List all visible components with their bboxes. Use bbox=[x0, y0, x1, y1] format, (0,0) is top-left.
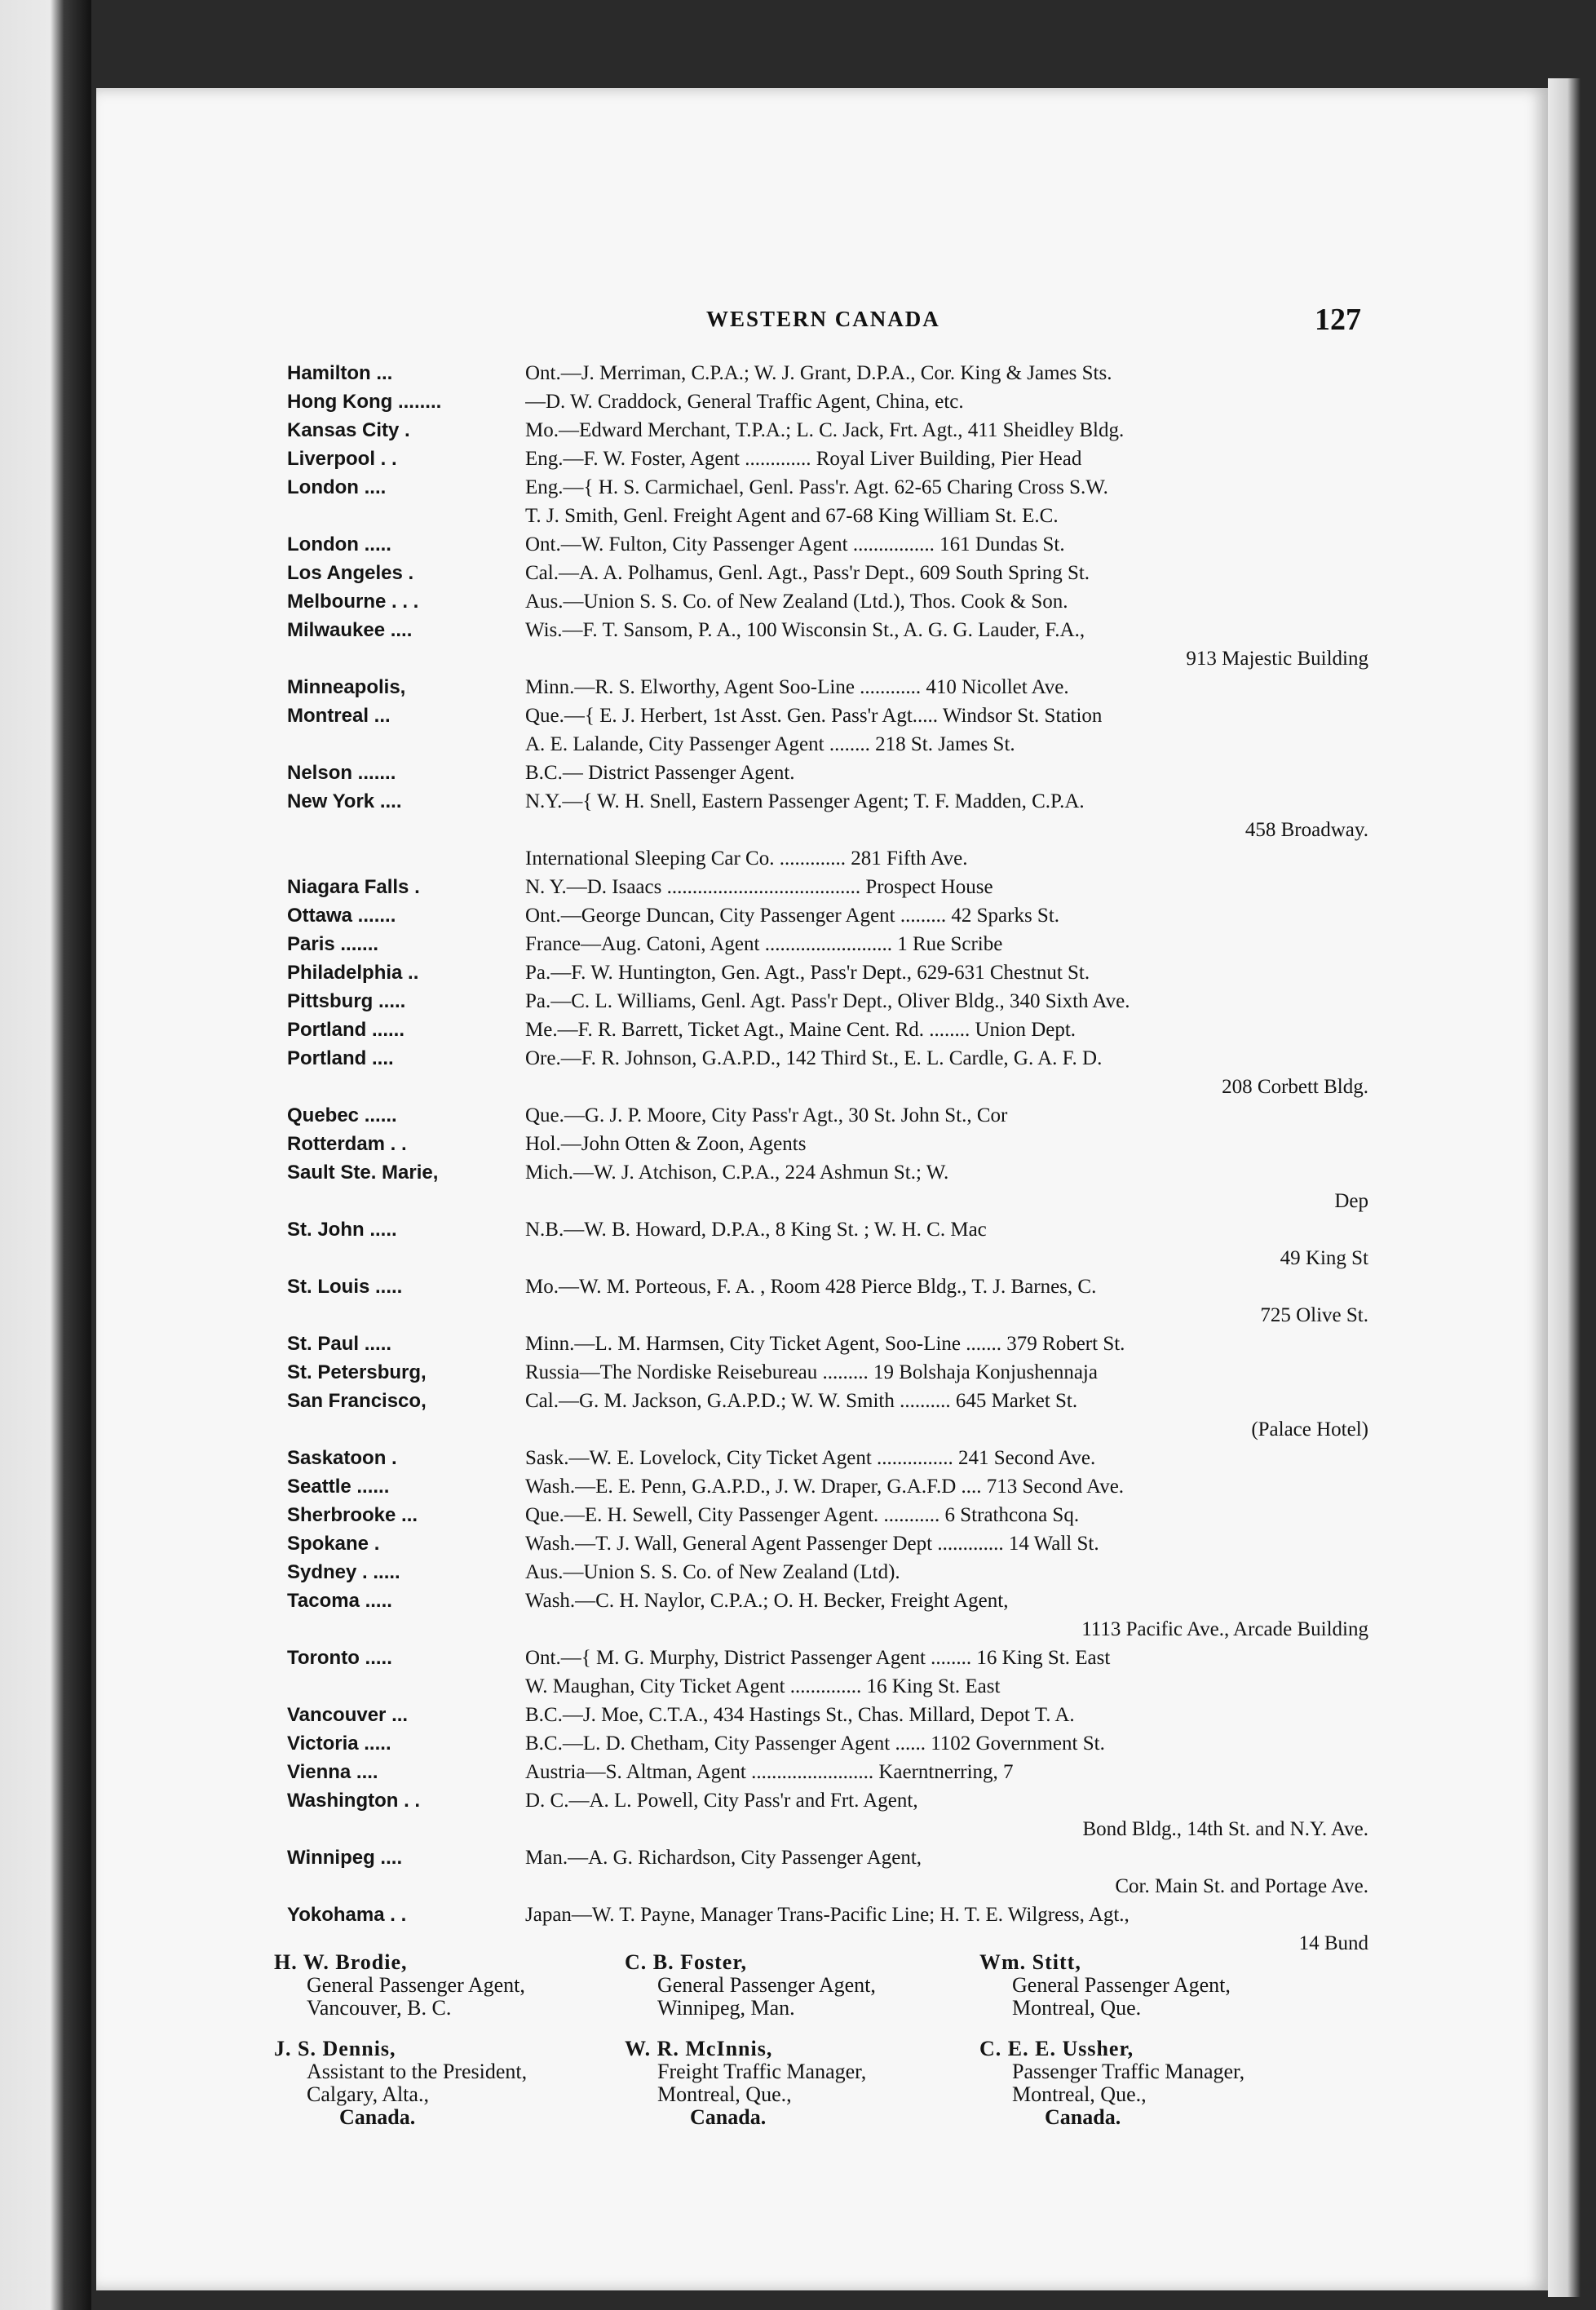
agent-details bbox=[525, 530, 1372, 559]
listing-entry bbox=[287, 1758, 1372, 1786]
address-continuation: 49 King St bbox=[1280, 1247, 1368, 1269]
agent-details bbox=[525, 1758, 1372, 1786]
agent-line: Cal.—G. M. Jackson, G.A.P.D.; W. W. Smith .......... 645 Market St. bbox=[525, 1390, 1078, 1412]
agent-line: Minn.—R. S. Elworthy, Agent Soo-Line ............ 410 Nicollet Ave. bbox=[525, 676, 1069, 698]
official-place: Vancouver, B. C. bbox=[307, 1996, 452, 2020]
city-name: Ottawa ....... bbox=[287, 905, 396, 927]
agent-line: Japan—W. T. Payne, Manager Trans-Pacific Line; H. T. E. Wilgress, Agt., bbox=[525, 1904, 1130, 1926]
city-name: Sault Ste. Marie, bbox=[287, 1162, 439, 1184]
city-name: Rotterdam . . bbox=[287, 1133, 407, 1155]
city-name: Vienna .... bbox=[287, 1761, 378, 1783]
city-name: Victoria ..... bbox=[287, 1732, 391, 1755]
city-name: Hamilton ... bbox=[287, 362, 393, 384]
agent-line: Pa.—C. L. Williams, Genl. Agt. Pass'r Dept., Oliver Bldg., 340 Sixth Ave. bbox=[525, 990, 1130, 1012]
agent-line: Ont.—George Duncan, City Passenger Agent ......... 42 Sparks St. bbox=[525, 905, 1060, 927]
listing-entry bbox=[287, 445, 1372, 473]
official-contact bbox=[979, 2038, 1359, 2129]
official-name: C. E. E. Ussher, bbox=[979, 2037, 1134, 2060]
page-right-edge bbox=[1548, 78, 1581, 2297]
city-name: Quebec ...... bbox=[287, 1104, 397, 1126]
listing-entry bbox=[287, 1901, 1372, 1958]
agent-line: W. Maughan, City Ticket Agent .............. 16 King St. East bbox=[525, 1675, 1001, 1697]
officials-block bbox=[274, 1951, 1359, 2147]
listing-entry bbox=[287, 587, 1372, 616]
agent-line: Que.—G. J. P. Moore, City Pass'r Agt., 30 St. John St., Cor bbox=[525, 1104, 1008, 1126]
city-name: St. Louis ..... bbox=[287, 1276, 403, 1298]
agent-line: Ont.—J. Merriman, C.P.A.; W. J. Grant, D.P.A., Cor. King & James Sts. bbox=[525, 362, 1112, 384]
agent-line: Sask.—W. E. Lovelock, City Ticket Agent ............... 241 Second Ave. bbox=[525, 1447, 1096, 1469]
agent-details bbox=[525, 1472, 1372, 1501]
city-name: St. John ..... bbox=[287, 1219, 397, 1241]
city-name: Melbourne . . . bbox=[287, 591, 419, 613]
agent-line: Mich.—W. J. Atchison, C.P.A., 224 Ashmun St.; W. bbox=[525, 1162, 949, 1184]
listing-entry bbox=[287, 1786, 1372, 1843]
agent-details bbox=[525, 958, 1372, 987]
agent-details bbox=[525, 1358, 1372, 1387]
agent-line: Que.—{ E. J. Herbert, 1st Asst. Gen. Pass'r Agt..... Windsor St. Station bbox=[525, 705, 1103, 727]
address-continuation: 458 Broadway. bbox=[1245, 819, 1368, 841]
agent-line: Aus.—Union S. S. Co. of New Zealand (Ltd). bbox=[525, 1561, 900, 1583]
listing-entry bbox=[287, 530, 1372, 559]
listing-entry bbox=[287, 1701, 1372, 1729]
listing-entry bbox=[287, 1387, 1372, 1444]
city-name: Kansas City . bbox=[287, 419, 410, 441]
officials-row bbox=[274, 1951, 1359, 2020]
city-name: Spokane . bbox=[287, 1533, 380, 1555]
official-name: C. B. Foster, bbox=[625, 1950, 747, 1974]
agent-details bbox=[525, 930, 1372, 958]
listing-entry bbox=[287, 701, 1372, 759]
agent-line: Wis.—F. T. Sansom, P. A., 100 Wisconsin St., A. G. G. Lauder, F.A., bbox=[525, 619, 1085, 641]
address-continuation: 208 Corbett Bldg. bbox=[1222, 1076, 1368, 1098]
listing-entry bbox=[287, 1272, 1372, 1330]
city-name: Hong Kong ........ bbox=[287, 391, 442, 413]
agent-details bbox=[525, 1729, 1372, 1758]
official-place: Winnipeg, Man. bbox=[657, 1996, 795, 2020]
agent-details bbox=[525, 759, 1372, 787]
official-title: Passenger Traffic Manager, bbox=[1012, 2060, 1245, 2083]
official-title: General Passenger Agent, bbox=[657, 1973, 876, 1997]
agent-line: Hol.—John Otten & Zoon, Agents bbox=[525, 1133, 807, 1155]
listing-entry bbox=[287, 759, 1372, 787]
agent-details bbox=[525, 901, 1372, 930]
agent-details bbox=[525, 1330, 1372, 1358]
agent-line: Eng.—{ H. S. Carmichael, Genl. Pass'r. Agt. 62-65 Charing Cross S.W. bbox=[525, 476, 1108, 498]
city-name: Washington . . bbox=[287, 1790, 421, 1812]
agent-details bbox=[525, 1701, 1372, 1729]
city-name: Sydney . ..... bbox=[287, 1561, 400, 1583]
agent-line: Pa.—F. W. Huntington, Gen. Agt., Pass'r Dept., 629-631 Chestnut St. bbox=[525, 962, 1090, 984]
agent-line: Man.—A. G. Richardson, City Passenger Agent, bbox=[525, 1847, 922, 1869]
official-contact bbox=[274, 1951, 625, 2020]
agent-line: Russia—The Nordiske Reisebureau ......... 19 Bolshaja Konjushennaja bbox=[525, 1361, 1098, 1383]
agent-details bbox=[525, 673, 1372, 701]
agent-details bbox=[525, 1558, 1372, 1586]
agent-details bbox=[525, 1501, 1372, 1529]
city-name: St. Paul ..... bbox=[287, 1333, 392, 1355]
agent-details bbox=[525, 1786, 1372, 1843]
official-country: Canada. bbox=[339, 2105, 416, 2129]
city-name: Saskatoon . bbox=[287, 1447, 397, 1469]
listing-entry bbox=[287, 1330, 1372, 1358]
agent-details bbox=[525, 701, 1372, 759]
agent-details bbox=[525, 587, 1372, 616]
listing-entry bbox=[287, 1016, 1372, 1044]
official-name: H. W. Brodie, bbox=[274, 1950, 408, 1974]
listing-entry bbox=[287, 958, 1372, 987]
listing-entry bbox=[287, 387, 1372, 416]
agent-line: Wash.—T. J. Wall, General Agent Passenger Dept ............. 14 Wall St. bbox=[525, 1533, 1099, 1555]
listing-entry bbox=[287, 559, 1372, 587]
agent-line: B.C.— District Passenger Agent. bbox=[525, 762, 795, 784]
agent-line: Cal.—A. A. Polhamus, Genl. Agt., Pass'r Dept., 609 South Spring St. bbox=[525, 562, 1090, 584]
city-name: London .... bbox=[287, 476, 387, 498]
agent-line: Aus.—Union S. S. Co. of New Zealand (Ltd.), Thos. Cook & Son. bbox=[525, 591, 1068, 613]
listing-entry bbox=[287, 1358, 1372, 1387]
listing-entry bbox=[287, 416, 1372, 445]
city-name: Portland ...... bbox=[287, 1019, 405, 1041]
listing-entry bbox=[287, 901, 1372, 930]
official-place: Montreal, Que. bbox=[1012, 1996, 1142, 2020]
agent-details bbox=[525, 987, 1372, 1016]
agent-details bbox=[525, 359, 1372, 387]
agent-details bbox=[525, 1130, 1372, 1158]
agent-details bbox=[525, 1529, 1372, 1558]
city-name: Los Angeles . bbox=[287, 562, 414, 584]
agent-details bbox=[525, 387, 1372, 416]
agent-line: Wash.—C. H. Naylor, C.P.A.; O. H. Becker, Freight Agent, bbox=[525, 1590, 1009, 1612]
agent-line: Eng.—F. W. Foster, Agent ............. Royal Liver Building, Pier Head bbox=[525, 448, 1082, 470]
city-name: Milwaukee .... bbox=[287, 619, 413, 641]
agent-line: Mo.—W. M. Porteous, F. A. , Room 428 Pierce Bldg., T. J. Barnes, C. bbox=[525, 1276, 1097, 1298]
city-name: New York .... bbox=[287, 790, 402, 812]
city-name: Vancouver ... bbox=[287, 1704, 409, 1726]
listing-entry bbox=[287, 1644, 1372, 1701]
official-place: Montreal, Que., bbox=[1012, 2082, 1147, 2106]
agent-details bbox=[525, 1644, 1372, 1701]
listing-entry bbox=[287, 673, 1372, 701]
official-name: W. R. McInnis, bbox=[625, 2037, 773, 2060]
agent-details bbox=[525, 559, 1372, 587]
listing-entry bbox=[287, 1558, 1372, 1586]
listing-entry bbox=[287, 1843, 1372, 1901]
official-contact bbox=[625, 1951, 979, 2020]
listing-entry bbox=[287, 1215, 1372, 1272]
city-name: Pittsburg ..... bbox=[287, 990, 406, 1012]
agent-line: Me.—F. R. Barrett, Ticket Agt., Maine Cent. Rd. ........ Union Dept. bbox=[525, 1019, 1077, 1041]
address-continuation: (Palace Hotel) bbox=[1251, 1418, 1368, 1440]
city-name: Niagara Falls . bbox=[287, 876, 420, 898]
agent-line: N.Y.—{ W. H. Snell, Eastern Passenger Agent; T. F. Madden, C.P.A. bbox=[525, 790, 1085, 812]
agent-details bbox=[525, 1158, 1372, 1215]
address-continuation: Dep bbox=[1334, 1190, 1368, 1212]
agent-details bbox=[525, 1272, 1372, 1330]
city-name: St. Petersburg, bbox=[287, 1361, 427, 1383]
agent-details bbox=[525, 473, 1372, 530]
official-contact bbox=[979, 1951, 1359, 2020]
listing-entry bbox=[287, 930, 1372, 958]
agent-line: D. C.—A. L. Powell, City Pass'r and Frt. Agent, bbox=[525, 1790, 918, 1812]
agent-details bbox=[525, 873, 1372, 901]
official-place: Calgary, Alta., bbox=[307, 2082, 429, 2106]
agent-line: Wash.—E. E. Penn, G.A.P.D., J. W. Draper, G.A.F.D .... 713 Second Ave. bbox=[525, 1476, 1125, 1498]
agent-details bbox=[525, 1044, 1372, 1101]
city-name: Portland .... bbox=[287, 1047, 394, 1069]
listing-entry bbox=[287, 1472, 1372, 1501]
agent-line: Que.—E. H. Sewell, City Passenger Agent. ........... 6 Strathcona Sq. bbox=[525, 1504, 1080, 1526]
agent-line: Minn.—L. M. Harmsen, City Ticket Agent, Soo-Line ....... 379 Robert St. bbox=[525, 1333, 1125, 1355]
running-head: WESTERN CANADA bbox=[706, 307, 940, 331]
city-name: Minneapolis, bbox=[287, 676, 406, 698]
agent-line: B.C.—L. D. Chetham, City Passenger Agent ...... 1102 Government St. bbox=[525, 1732, 1105, 1755]
listing-entry bbox=[287, 1130, 1372, 1158]
agent-details bbox=[525, 1843, 1372, 1901]
agent-line: Ore.—F. R. Johnson, G.A.P.D., 142 Third St., E. L. Cardle, G. A. F. D. bbox=[525, 1047, 1103, 1069]
agent-line: Austria—S. Altman, Agent ........................ Kaerntnerring, 7 bbox=[525, 1761, 1014, 1783]
agent-details bbox=[525, 1586, 1372, 1644]
official-title: Assistant to the President, bbox=[307, 2060, 528, 2083]
city-name: Seattle ...... bbox=[287, 1476, 390, 1498]
official-country: Canada. bbox=[1045, 2105, 1121, 2129]
agent-line: Mo.—Edward Merchant, T.P.A.; L. C. Jack, Frt. Agt., 411 Sheidley Bldg. bbox=[525, 419, 1125, 441]
agent-details bbox=[525, 1444, 1372, 1472]
listing-entry bbox=[287, 616, 1372, 673]
listing-entry bbox=[287, 787, 1372, 873]
listing-entry bbox=[287, 1501, 1372, 1529]
city-name: Paris ....... bbox=[287, 933, 379, 955]
official-title: Freight Traffic Manager, bbox=[657, 2060, 867, 2083]
city-name: Liverpool . . bbox=[287, 448, 397, 470]
agent-details bbox=[525, 1016, 1372, 1044]
listing-entry bbox=[287, 1101, 1372, 1130]
agent-details bbox=[525, 1215, 1372, 1272]
city-name: Philadelphia .. bbox=[287, 962, 419, 984]
city-name: Winnipeg .... bbox=[287, 1847, 403, 1869]
agent-details bbox=[525, 616, 1372, 673]
listing-entry bbox=[287, 873, 1372, 901]
city-name: San Francisco, bbox=[287, 1390, 427, 1412]
listing-entry bbox=[287, 1158, 1372, 1215]
official-name: J. S. Dennis, bbox=[274, 2037, 396, 2060]
official-contact bbox=[625, 2038, 979, 2129]
agent-details bbox=[525, 787, 1372, 873]
listing-entry bbox=[287, 359, 1372, 387]
listing-entry bbox=[287, 1044, 1372, 1101]
official-place: Montreal, Que., bbox=[657, 2082, 792, 2106]
listing-entry bbox=[287, 473, 1372, 530]
official-title: General Passenger Agent, bbox=[307, 1973, 525, 1997]
official-contact bbox=[274, 2038, 625, 2129]
official-country: Canada. bbox=[690, 2105, 767, 2129]
agent-line: B.C.—J. Moe, C.T.A., 434 Hastings St., Chas. Millard, Depot T. A. bbox=[525, 1704, 1075, 1726]
listing-entry bbox=[287, 1444, 1372, 1472]
address-continuation: Bond Bldg., 14th St. and N.Y. Ave. bbox=[1082, 1818, 1368, 1840]
address-continuation: Cor. Main St. and Portage Ave. bbox=[1115, 1875, 1368, 1897]
city-name: Toronto ..... bbox=[287, 1647, 392, 1669]
agent-details bbox=[525, 1387, 1372, 1444]
listing-entry bbox=[287, 1586, 1372, 1644]
listing-entry bbox=[287, 1529, 1372, 1558]
address-continuation: 14 Bund bbox=[1298, 1932, 1368, 1954]
listing-entry bbox=[287, 1729, 1372, 1758]
agent-line: France—Aug. Catoni, Agent ......................... 1 Rue Scribe bbox=[525, 933, 1003, 955]
agent-details bbox=[525, 445, 1372, 473]
address-continuation: 1113 Pacific Ave., Arcade Building bbox=[1081, 1618, 1368, 1640]
listing-entry bbox=[287, 987, 1372, 1016]
city-name: Nelson ....... bbox=[287, 762, 396, 784]
address-continuation: 913 Majestic Building bbox=[1186, 648, 1368, 670]
city-name: London ..... bbox=[287, 533, 391, 555]
page-number: 127 bbox=[1315, 303, 1361, 337]
city-name: Tacoma ..... bbox=[287, 1590, 392, 1612]
official-name: Wm. Stitt, bbox=[979, 1950, 1081, 1974]
agent-line: A. E. Lalande, City Passenger Agent ........ 218 St. James St. bbox=[525, 733, 1015, 755]
agent-line: N.B.—W. B. Howard, D.P.A., 8 King St. ; W. H. C. Mac bbox=[525, 1219, 987, 1241]
agent-line: Ont.—{ M. G. Murphy, District Passenger Agent ........ 16 King St. East bbox=[525, 1647, 1111, 1669]
city-name: Montreal ... bbox=[287, 705, 391, 727]
agent-line: International Sleeping Car Co. ............. 281 Fifth Ave. bbox=[525, 847, 968, 870]
officials-row bbox=[274, 2038, 1359, 2129]
agent-line: T. J. Smith, Genl. Freight Agent and 67-68 King William St. E.C. bbox=[525, 505, 1059, 527]
agent-line: —D. W. Craddock, General Traffic Agent, China, etc. bbox=[525, 391, 964, 413]
agent-details bbox=[525, 416, 1372, 445]
address-continuation: 725 Olive St. bbox=[1260, 1304, 1368, 1326]
official-title: General Passenger Agent, bbox=[1012, 1973, 1231, 1997]
agent-details bbox=[525, 1101, 1372, 1130]
agent-line: N. Y.—D. Isaacs ...................................... Prospect House bbox=[525, 876, 993, 898]
agent-line: Ont.—W. Fulton, City Passenger Agent ................ 161 Dundas St. bbox=[525, 533, 1065, 555]
adjacent-page-edge bbox=[0, 0, 91, 2310]
city-name: Yokohama . . bbox=[287, 1904, 407, 1926]
agency-listing bbox=[287, 359, 1372, 1958]
agent-details bbox=[525, 1901, 1372, 1958]
city-name: Sherbrooke ... bbox=[287, 1504, 418, 1526]
